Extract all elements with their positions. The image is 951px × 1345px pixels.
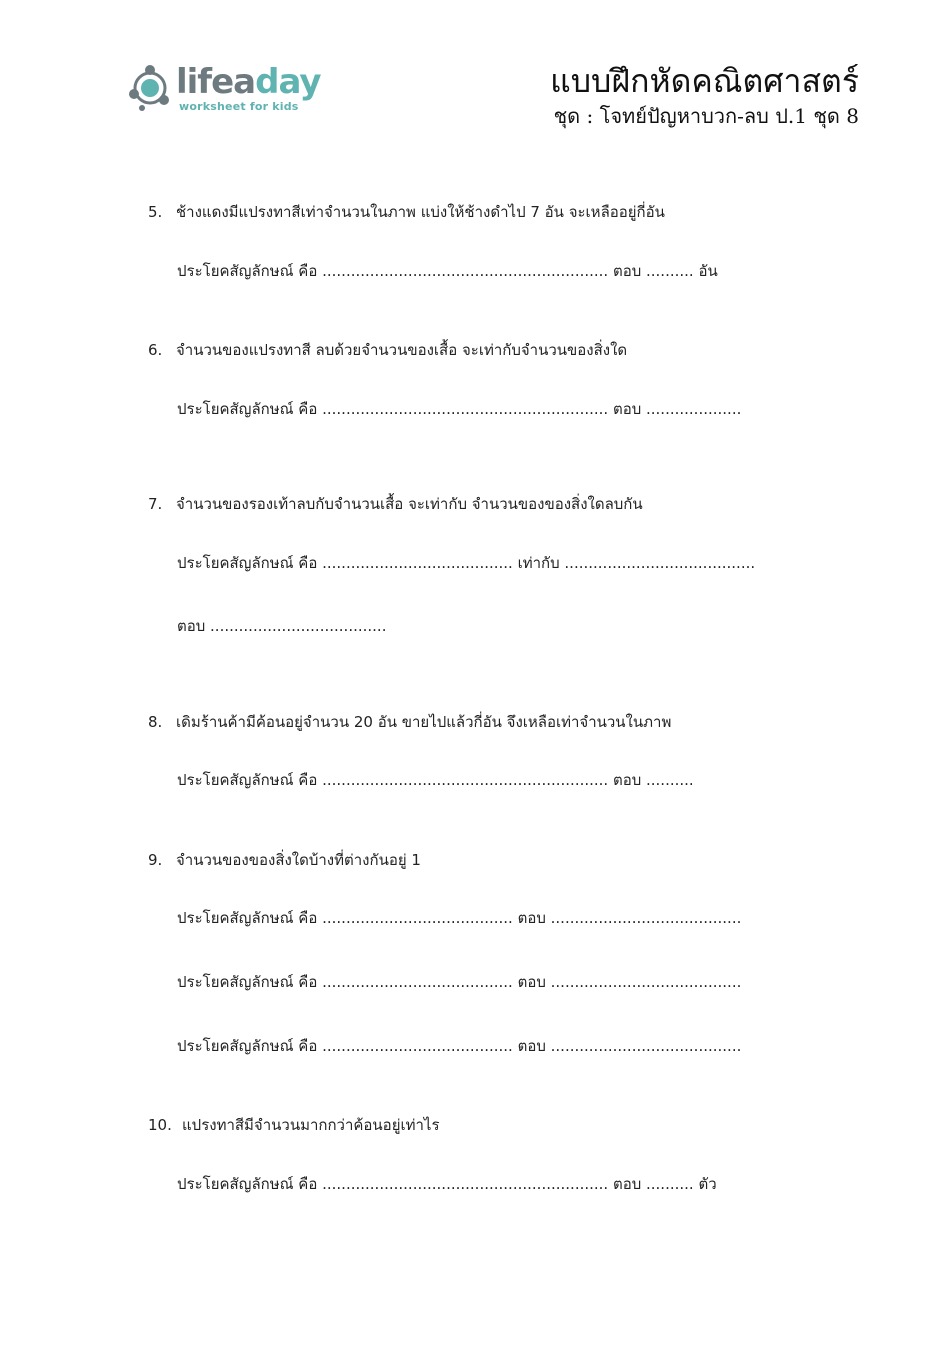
question-text: แปรงทาสีมีจำนวนมากกว่าค้อนอยู่เท่าไร bbox=[182, 1116, 440, 1134]
answer-line[interactable]: ประโยคสัญลักษณ์ คือ ............................................................ ตอบ .......... อัน bbox=[177, 262, 718, 280]
question-9 bbox=[148, 848, 421, 872]
logo-tagline: worksheet for kids bbox=[179, 100, 299, 113]
question-number: 6. bbox=[148, 341, 163, 359]
worksheet-title: แบบฝึกหัดคณิตศาสตร์ bbox=[550, 62, 859, 100]
question-10 bbox=[148, 1113, 440, 1137]
question-number: 10. bbox=[148, 1116, 172, 1134]
answer-line[interactable]: ตอบ ..................................... bbox=[177, 617, 387, 635]
question-text: จำนวนของแปรงทาสี ลบด้วยจำนวนของเสื้อ จะเท่ากับจำนวนของสิ่งใด bbox=[176, 341, 628, 359]
lifeaday-logo bbox=[126, 60, 321, 120]
question-number: 8. bbox=[148, 713, 163, 731]
logo-wordmark bbox=[176, 62, 321, 102]
answer-line[interactable]: ประโยคสัญลักษณ์ คือ ............................................................ ตอบ .................... bbox=[177, 400, 742, 418]
question-number: 9. bbox=[148, 851, 163, 869]
question-5 bbox=[148, 200, 665, 224]
worksheet-subtitle: ชุด : โจทย์ปัญหาบวก-ลบ ป.1 ชุด 8 bbox=[553, 104, 859, 128]
logo-word-b: day bbox=[255, 62, 321, 102]
answer-line[interactable]: ประโยคสัญลักษณ์ คือ ........................................ เท่ากับ ........................................ bbox=[177, 554, 756, 572]
question-text: เดิมร้านค้ามีค้อนอยู่จำนวน 20 อัน ขายไปแล้วกี่อัน จึงเหลือเท่าจำนวนในภาพ bbox=[176, 713, 672, 731]
answer-line[interactable]: ประโยคสัญลักษณ์ คือ ............................................................ ตอบ .......... ตัว bbox=[177, 1175, 717, 1193]
question-8 bbox=[148, 710, 671, 734]
question-text: จำนวนของของสิ่งใดบ้างที่ต่างกันอยู่ 1 bbox=[176, 851, 421, 869]
question-text: จำนวนของรองเท้าลบกับจำนวนเสื้อ จะเท่ากับ จำนวนของของสิ่งใดลบกัน bbox=[176, 495, 643, 513]
question-6 bbox=[148, 338, 627, 362]
answer-line[interactable]: ประโยคสัญลักษณ์ คือ ........................................ ตอบ ........................................ bbox=[177, 973, 742, 991]
question-text: ช้างแดงมีแปรงทาสีเท่าจำนวนในภาพ แบ่งให้ช้างดำไป 7 อัน จะเหลืออยู่กี่อัน bbox=[176, 203, 665, 221]
answer-line[interactable]: ประโยคสัญลักษณ์ คือ ........................................ ตอบ ........................................ bbox=[177, 1037, 742, 1055]
question-number: 7. bbox=[148, 495, 163, 513]
question-7 bbox=[148, 492, 643, 516]
question-number: 5. bbox=[148, 203, 163, 221]
logo-word-a: lifea bbox=[176, 62, 256, 102]
answer-line[interactable]: ประโยคสัญลักษณ์ คือ ........................................ ตอบ ........................................ bbox=[177, 909, 742, 927]
answer-line[interactable]: ประโยคสัญลักษณ์ คือ ............................................................ ตอบ .......... bbox=[177, 771, 694, 789]
molecule-logo-icon bbox=[126, 64, 176, 114]
